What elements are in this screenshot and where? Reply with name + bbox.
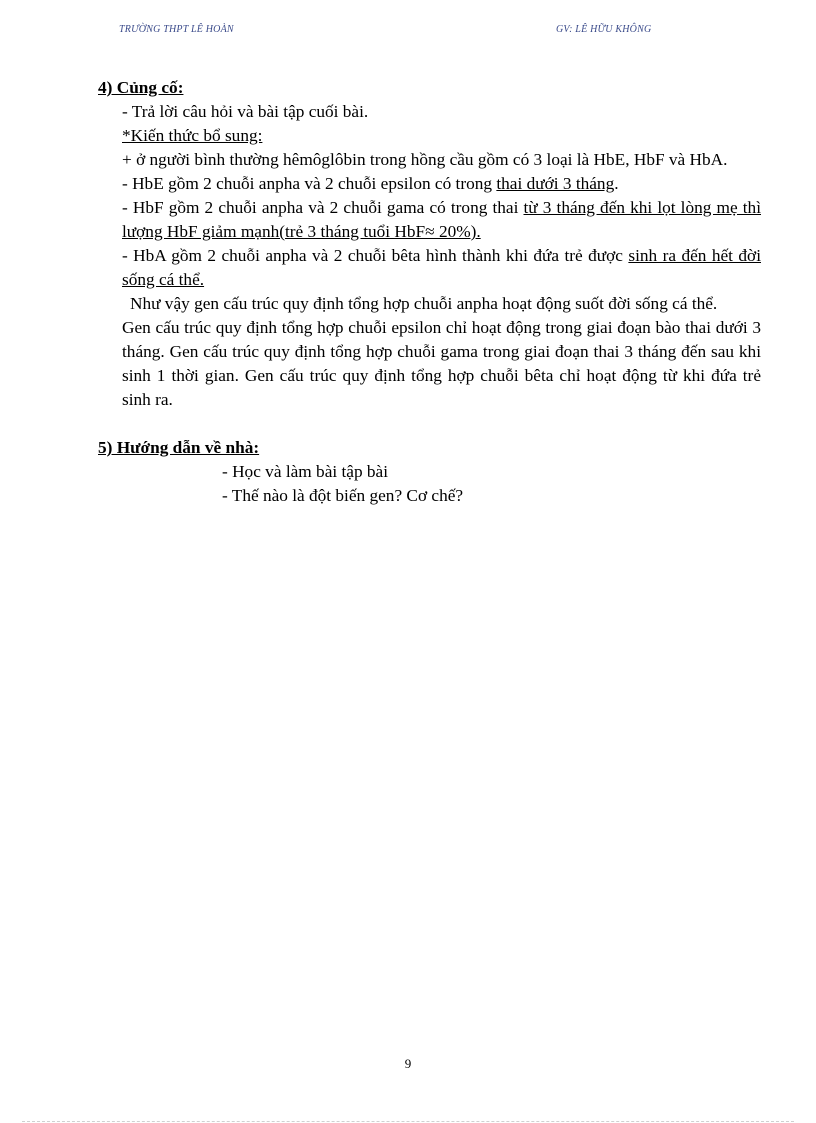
- section4-title: 4) Củng cố:: [98, 78, 184, 97]
- para-hbe: [98, 172, 761, 196]
- hbf-text: - HbF gồm 2 chuỗi anpha và 2 chuỗi gama có trong thai: [122, 198, 524, 217]
- hba-text: - HbA gồm 2 chuỗi anpha và 2 chuỗi bêta hình thành khi đứa trẻ được: [122, 246, 629, 265]
- homework-item: - Học và làm bài tập bài: [222, 462, 389, 481]
- para-hbf: [98, 196, 761, 244]
- header-teacher: GV: LÊ HỮU KHÔNG: [556, 24, 652, 35]
- page-header: [0, 24, 816, 40]
- section5-title: 5) Hướng dẫn về nhà:: [98, 438, 260, 457]
- extra-knowledge-title: *Kiến thức bổ sung:: [122, 126, 263, 145]
- para-genes: Gen cấu trúc quy định tổng hợp chuỗi epsilon chỉ hoạt động trong giai đoạn bào thai dưới 3 tháng. Gen cấu trúc quy định tổng hợp chuỗi gama trong giai đoạn thai 3 tháng đến sau khi sinh 1 thời gian. Gen cấu trúc quy định tổng hợp chuỗi bêta chỉ hoạt động từ khi đứa trẻ sinh ra.: [122, 318, 761, 409]
- homework-item: - Thế nào là đột biến gen? Cơ chế?: [222, 486, 464, 505]
- page-number: 9: [404, 1056, 412, 1071]
- section4-line1: - Trả lời câu hỏi và bài tập cuối bài.: [122, 102, 369, 121]
- hba-underlined: sinh ra đến hết đời sống cá thể.: [122, 246, 761, 289]
- document-body: [98, 76, 761, 508]
- header-school: TRƯỜNG THPT LÊ HOÀN: [119, 24, 234, 35]
- hbe-underlined: thai dưới 3 tháng: [496, 174, 615, 193]
- hbf-underlined: từ 3 tháng đến khi lọt lòng mẹ thì lượng HbF giảm mạnh(trẻ 3 tháng tuổi HbF≈ 20%).: [122, 198, 761, 241]
- hbe-text: - HbE gồm 2 chuỗi anpha và 2 chuỗi epsilon có trong: [122, 174, 497, 193]
- para-hba: [98, 244, 761, 292]
- spacer: [98, 412, 761, 436]
- footer-divider: [22, 1121, 794, 1122]
- para-hemoglobin: + ở người bình thường hêmôglôbin trong hồng cầu gồm có 3 loại là HbE, HbF và HbA.: [122, 150, 728, 169]
- hbe-end: .: [614, 174, 619, 193]
- para-conclusion: Như vậy gen cấu trúc quy định tổng hợp chuỗi anpha hoạt động suốt đời sống cá thể.: [130, 294, 718, 313]
